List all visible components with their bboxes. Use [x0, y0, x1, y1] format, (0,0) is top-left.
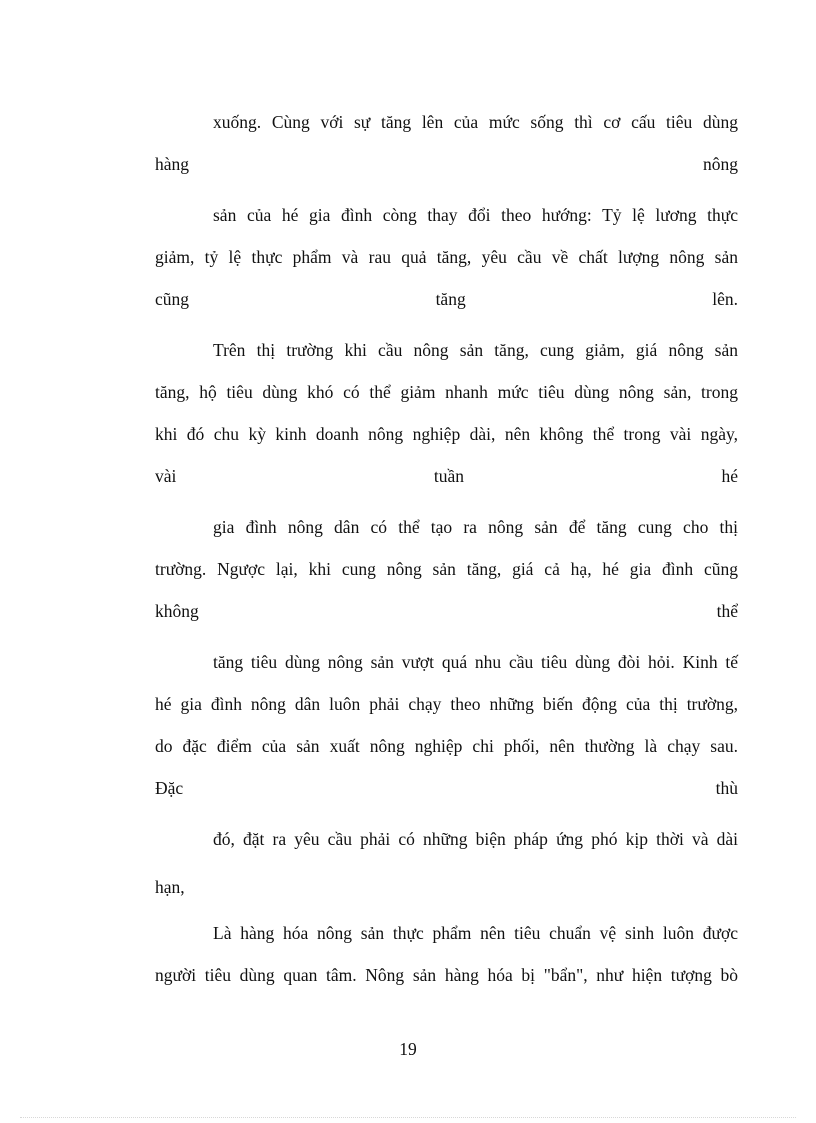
text-line: hạn, — [155, 877, 185, 897]
text-line: xuống. Cùng với sự tăng lên của mức sống thì cơ cấu tiêu dùng — [213, 112, 738, 132]
text-word: không — [155, 601, 199, 621]
page-number: 19 — [399, 1039, 417, 1059]
text-word: vài — [155, 466, 177, 486]
text-line: Trên thị trường khi cầu nông sản tăng, cung giảm, giá nông sản — [213, 340, 738, 360]
text-word: tăng — [435, 289, 466, 309]
text-line: Là hàng hóa nông sản thực phẩm nên tiêu chuẩn vệ sinh luôn được — [213, 923, 738, 943]
text-line: trường. Ngược lại, khi cung nông sản tăng, giá cả hạ, hé gia đình cũng — [155, 559, 738, 579]
text-line — [155, 153, 738, 175]
page-bottom-divider — [20, 1117, 796, 1118]
text-word: nông — [703, 154, 738, 174]
text-word: thể — [716, 601, 738, 621]
text-line — [155, 777, 738, 799]
text-line: đó, đặt ra yêu cầu phải có những biện pháp ứng phó kịp thời và dài — [213, 829, 738, 849]
text-line: gia đình nông dân có thể tạo ra nông sản để tăng cung cho thị — [213, 517, 738, 537]
text-word: tuần — [433, 466, 464, 486]
text-word: lên. — [712, 289, 738, 309]
text-line: hé gia đình nông dân luôn phải chạy theo những biến động của thị trường, — [155, 694, 738, 714]
text-word: Đặc — [155, 778, 184, 798]
text-line: do đặc điểm của sản xuất nông nghiệp chi phối, nên thường là chạy sau. — [155, 736, 738, 756]
text-line — [155, 600, 738, 622]
text-line — [155, 288, 738, 310]
text-word: cũng — [155, 289, 190, 309]
text-word: hàng — [155, 154, 190, 174]
text-word: hé — [721, 466, 738, 486]
text-line: sản của hé gia đình còng thay đổi theo hướng: Tỷ lệ lương thực — [213, 205, 738, 225]
text-line: tăng tiêu dùng nông sản vượt quá nhu cầu tiêu dùng đòi hỏi. Kinh tế — [213, 652, 738, 672]
text-line: người tiêu dùng quan tâm. Nông sản hàng hóa bị "bẩn", như hiện tượng bò — [155, 965, 738, 985]
text-line: khi đó chu kỳ kinh doanh nông nghiệp dài, nên không thể trong vài ngày, — [155, 424, 738, 444]
text-line: tăng, hộ tiêu dùng khó có thể giảm nhanh mức tiêu dùng nông sản, trong — [155, 382, 738, 402]
text-line — [155, 465, 738, 487]
text-line: giảm, tỷ lệ thực phẩm và rau quả tăng, yêu cầu về chất lượng nông sản — [155, 247, 738, 267]
text-word: thù — [715, 778, 738, 798]
